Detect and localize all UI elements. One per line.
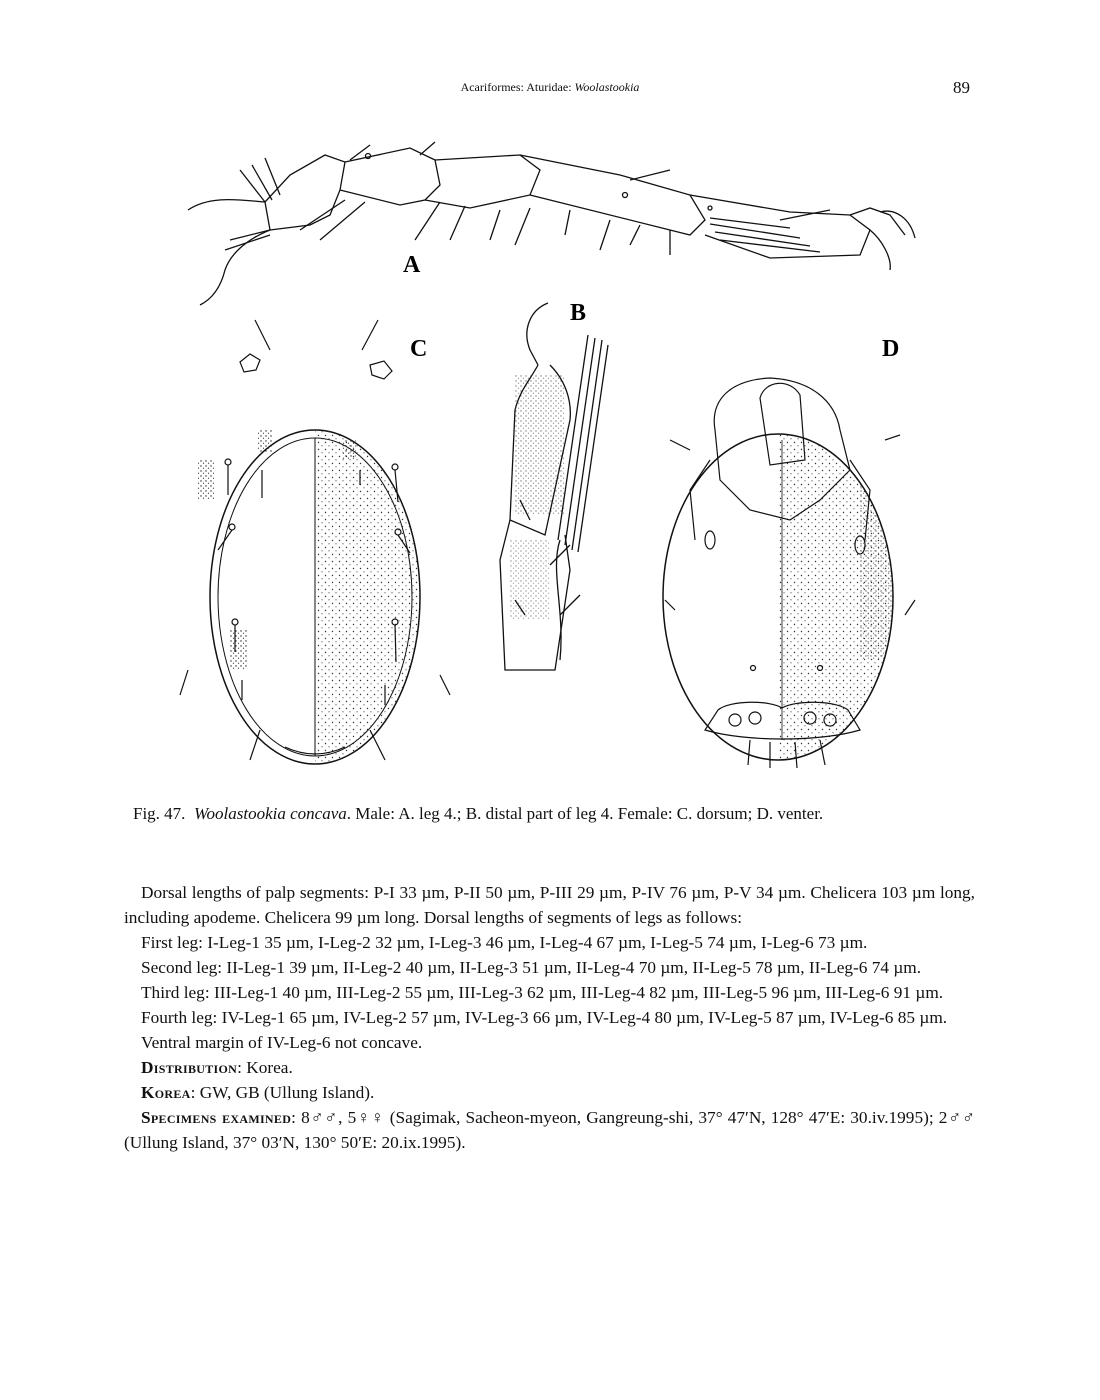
caption-species: Woolastookia concava <box>193 804 347 823</box>
body-text <box>124 880 975 1155</box>
panel-label-c: C <box>410 336 428 362</box>
caption-description: . Male: A. leg 4.; B. distal part of leg 4. Female: C. dorsum; D. venter. <box>346 804 824 823</box>
korea-label: Korea <box>141 1083 191 1102</box>
running-head-genus: Woolastookia <box>574 80 640 94</box>
korea-line <box>124 1080 975 1105</box>
korea-value: : GW, GB (Ullung Island). <box>190 1083 375 1102</box>
panel-d-venter-drawing <box>663 378 915 770</box>
page-header <box>0 78 1100 98</box>
running-head-text: Acariformes: Aturidae: <box>460 80 575 94</box>
figure-illustration <box>170 140 960 780</box>
specimens-line <box>124 1105 975 1155</box>
panel-a-leg-drawing <box>188 142 915 305</box>
paragraph-first-leg: First leg: I-Leg-1 35 µm, I-Leg-2 32 µm, I-Leg-3 46 µm, I-Leg-4 67 µm, I-Leg-5 74 µm, I-Leg-6 73 µm. <box>141 933 868 952</box>
figure-47 <box>170 140 960 780</box>
paragraph-second-leg: Second leg: II-Leg-1 39 µm, II-Leg-2 40 µm, II-Leg-3 51 µm, II-Leg-4 70 µm, II-Leg-5 78 µm, II-Leg-6 74 µm. <box>141 958 922 977</box>
panel-label-a: A <box>403 252 421 278</box>
paragraph-ventral-margin: Ventral margin of IV-Leg-6 not concave. <box>141 1033 423 1052</box>
page-number: 89 <box>953 78 970 97</box>
specimens-label: Specimens examined <box>141 1108 292 1127</box>
paragraph-palp-chelicera: Dorsal lengths of palp segments: P-I 33 µm, P-II 50 µm, P-III 29 µm, P-IV 76 µm, P-V 34 µm. Chelicera 103 µm long, including apodeme. Chelicera 99 µm long. Dorsal lengths of segments of legs as follows: <box>124 883 975 927</box>
specimens-value: : 8♂♂, 5♀♀ (Sagimak, Sacheon-myeon, Gangreung-shi, 37° 47′N, 128° 47′E: 30.iv.1995); 2♂♂ (Ullung Island, 37° 03′N, 130° 50′E: 20.ix.1995). <box>124 1108 975 1152</box>
distribution-value: : Korea. <box>237 1058 293 1077</box>
distribution-label: Distribution <box>141 1058 238 1077</box>
panel-c-dorsum-drawing <box>180 320 450 770</box>
running-head <box>0 80 1100 95</box>
paragraph-third-leg: Third leg: III-Leg-1 40 µm, III-Leg-2 55 µm, III-Leg-3 62 µm, III-Leg-4 82 µm, III-Leg-5 96 µm, III-Leg-6 91 µm. <box>141 983 944 1002</box>
panel-label-d: D <box>882 336 900 362</box>
caption-prefix: Fig. 47. <box>133 804 186 823</box>
paragraph-fourth-leg: Fourth leg: IV-Leg-1 65 µm, IV-Leg-2 57 µm, IV-Leg-3 66 µm, IV-Leg-4 80 µm, IV-Leg-5 87 µm, IV-Leg-6 85 µm. <box>141 1008 948 1027</box>
distribution-line <box>124 1055 975 1080</box>
figure-caption <box>133 804 973 824</box>
panel-label-b: B <box>570 300 587 326</box>
